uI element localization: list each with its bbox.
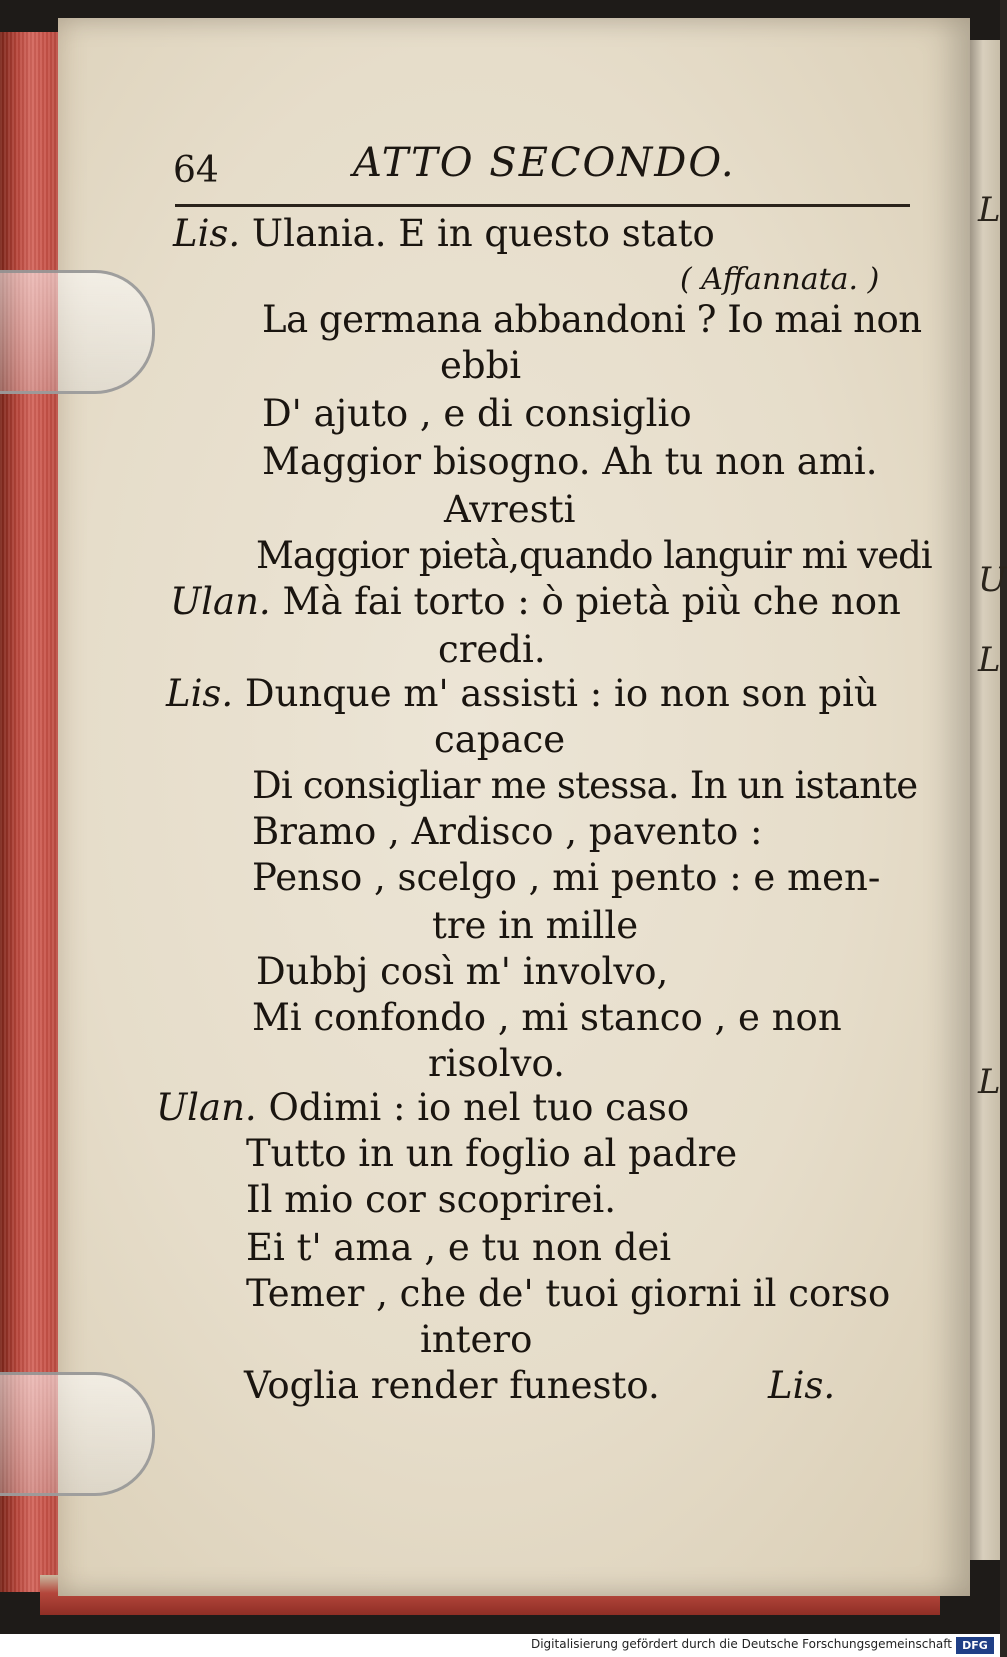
facing-page-fragment: U bbox=[978, 560, 1007, 600]
facing-page-fragment: L bbox=[978, 190, 1001, 230]
facing-page-fragment: L bbox=[978, 1062, 1001, 1102]
speaker-label: Lis. bbox=[166, 672, 234, 715]
verse-line: tre in mille bbox=[432, 904, 639, 947]
text-line bbox=[166, 672, 878, 715]
verse-line: Ei t' ama , e tu non dei bbox=[246, 1226, 672, 1269]
verse-line: Maggior pietà,quando languir mi vedi bbox=[256, 534, 932, 577]
verse-line: Avresti bbox=[444, 488, 576, 531]
speaker-label: Ulan. bbox=[156, 1086, 257, 1129]
text-line bbox=[170, 580, 901, 623]
text-line bbox=[156, 1086, 689, 1129]
verse-line: D' ajuto , e di consiglio bbox=[262, 392, 692, 435]
verse-line: ebbi bbox=[440, 344, 522, 387]
text-line bbox=[173, 212, 715, 255]
verse-line: Dubbj così m' involvo, bbox=[256, 950, 669, 993]
verse-line: Voglia render funesto. bbox=[244, 1364, 660, 1407]
verse-line: credi. bbox=[438, 628, 546, 671]
verse-text: Dunque m' assisti : io non son più bbox=[244, 672, 878, 715]
facing-page-fragment: L bbox=[978, 640, 1001, 680]
stage-direction: ( Affannata. ) bbox=[680, 262, 880, 297]
verse-text: Odimi : io nel tuo caso bbox=[268, 1086, 690, 1129]
running-title: ATTO SECONDO. bbox=[353, 140, 736, 186]
catchword: Lis. bbox=[768, 1364, 836, 1407]
verse-line: Temer , che de' tuoi giorni il corso bbox=[246, 1272, 891, 1315]
verse-line: Penso , scelgo , mi pento : e men- bbox=[252, 856, 881, 899]
verse-line: intero bbox=[420, 1318, 533, 1361]
page-number: 64 bbox=[173, 150, 219, 191]
verse-line: Bramo , Ardisco , pavento : bbox=[252, 810, 763, 853]
verse-line: Tutto in un foglio al padre bbox=[246, 1132, 738, 1175]
speaker-label: Lis. bbox=[173, 212, 241, 255]
page-clip-top bbox=[0, 270, 155, 394]
verse-line: Di consigliar me stessa. In un istante bbox=[252, 764, 918, 807]
verse-text: Mà fai torto : ò pietà più che non bbox=[282, 580, 901, 623]
verse-line: risolvo. bbox=[428, 1042, 565, 1085]
speaker-label: Ulan. bbox=[170, 580, 271, 623]
page-clip-bottom bbox=[0, 1372, 155, 1496]
header-rule bbox=[175, 204, 910, 207]
verse-line: Il mio cor scoprirei. bbox=[246, 1178, 616, 1221]
page-header bbox=[173, 138, 913, 198]
verse-line: Mi confondo , mi stanco , e non bbox=[252, 996, 842, 1039]
verse-text: Ulania. E in questo stato bbox=[251, 212, 715, 255]
facing-page-edge bbox=[966, 40, 1007, 1560]
funding-credit: Digitalisierung gefördert durch die Deutsche Forschungsgemeinschaft bbox=[530, 1637, 952, 1651]
footer-bar bbox=[0, 1634, 1000, 1657]
verse-line: Maggior bisogno. Ah tu non ami. bbox=[262, 440, 878, 483]
verse-line: capace bbox=[434, 718, 566, 761]
verse-line: La germana abbandoni ? Io mai non bbox=[262, 298, 922, 341]
dfg-logo: DFG bbox=[956, 1637, 994, 1654]
